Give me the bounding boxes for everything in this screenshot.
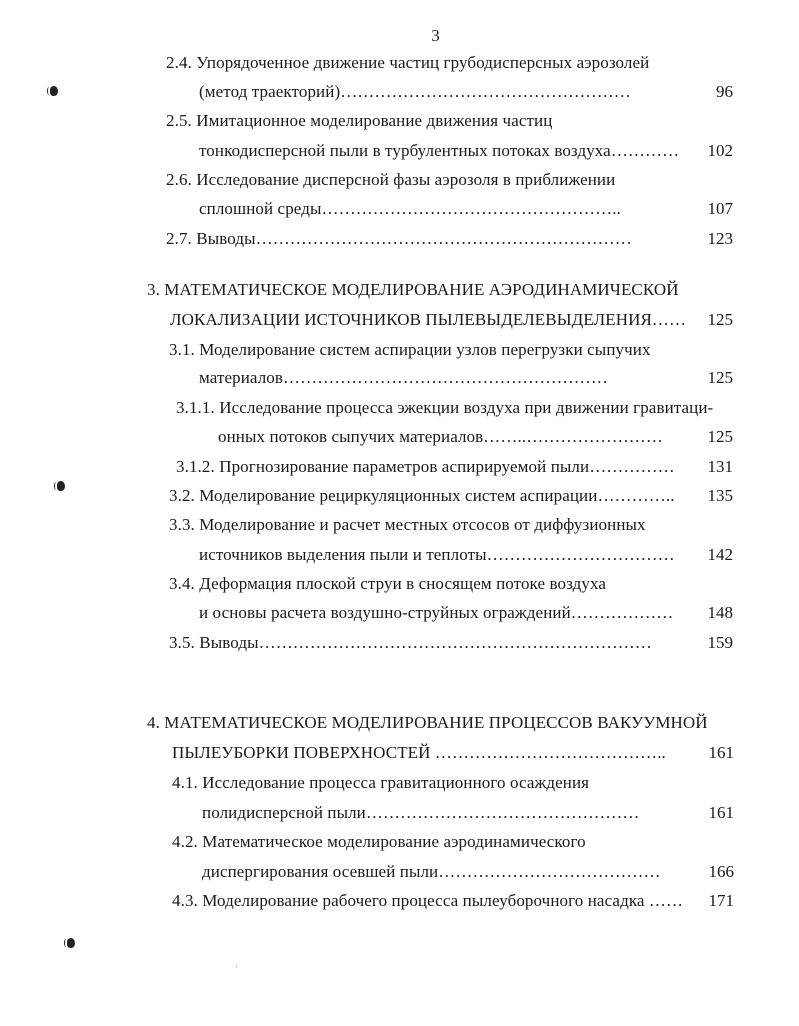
toc-entry-title-continued: источников выделения пыли и теплоты……………………………: [199, 545, 675, 564]
toc-page-number: 159: [707, 633, 733, 652]
toc-page-number: 107: [707, 199, 733, 218]
toc-page-number: 125: [707, 310, 733, 329]
toc-chapter-title-continued: ПЫЛЕУБОРКИ ПОВЕРХНОСТЕЙ …………………………………..: [172, 743, 666, 762]
toc-page-number: 166: [708, 862, 734, 881]
toc-page-number: 171: [708, 891, 734, 910]
toc-page-number: 123: [707, 229, 733, 248]
toc-entry-title-continued: диспергирования осевшей пыли…………………………………: [202, 862, 661, 881]
toc-page-number: 131: [707, 457, 733, 476]
toc-entry-title: 2.7. Выводы…………………………………………………………: [166, 229, 632, 248]
toc-chapter-title: 3. МАТЕМАТИЧЕСКОЕ МОДЕЛИРОВАНИЕ АЭРОДИНАМИЧЕСКОЙ: [147, 280, 679, 299]
toc-entry-title: 2.4. Упорядоченное движение частиц грубодисперсных аэрозолей: [166, 53, 650, 72]
toc-page-number: 125: [707, 427, 733, 446]
toc-page-number: 102: [707, 141, 733, 160]
toc-page-number: 161: [708, 743, 734, 762]
toc-entry-title: 2.6. Исследование дисперсной фазы аэрозоля в приближении: [166, 170, 616, 189]
toc-entry-title-continued: и основы расчета воздушно-струйных ограждений………………: [199, 603, 674, 622]
toc-entry-title: 3.2. Моделирование рециркуляционных систем аспирации…………..: [169, 486, 675, 505]
toc-entry-title: 3.4. Деформация плоской струи в сносящем потоке воздуха: [169, 574, 606, 593]
toc-chapter-title-continued: ЛОКАЛИЗАЦИИ ИСТОЧНИКОВ ПЫЛЕВЫДЕЛЕВЫДЕЛЕНИЯ……: [170, 310, 687, 329]
toc-page-number: 96: [716, 82, 733, 101]
toc-chapter-title: 4. МАТЕМАТИЧЕСКОЕ МОДЕЛИРОВАНИЕ ПРОЦЕССОВ ВАКУУМНОЙ: [147, 713, 708, 732]
binder-hole-mark-top: [50, 86, 58, 96]
toc-page-number: 142: [707, 545, 733, 564]
toc-entry-title: 4.2. Математическое моделирование аэродинамического: [172, 832, 586, 851]
toc-entry-title-continued: сплошной среды……………………………………………..: [199, 199, 621, 218]
toc-entry-title-continued: онных потоков сыпучих материалов……..……………………: [218, 427, 664, 446]
toc-page-number: 125: [707, 368, 733, 387]
toc-entry-title: 4.3. Моделирование рабочего процесса пылеуборочного насадка ……: [172, 891, 684, 910]
toc-entry-title: 2.5. Имитационное моделирование движения частиц: [166, 111, 553, 130]
toc-entry-title: 3.1.1. Исследование процесса эжекции воздуха при движении гравитаци-: [176, 398, 714, 417]
toc-entry-title-continued: (метод траекторий)……………………………………………: [199, 82, 631, 101]
binder-hole-mark-middle: [57, 481, 65, 491]
toc-entry-title-continued: материалов…………………………………………………: [199, 368, 608, 387]
toc-entry-title-continued: полидисперсной пыли…………………………………………: [202, 803, 640, 822]
toc-page-number: 161: [708, 803, 734, 822]
toc-entry-title: 3.1. Моделирование систем аспирации узлов перегрузки сыпучих: [169, 340, 651, 359]
page-number: 3: [431, 26, 440, 45]
toc-page-number: 135: [707, 486, 733, 505]
toc-entry-title: 3.3. Моделирование и расчет местных отсосов от диффузионных: [169, 515, 646, 534]
scan-speck: [236, 966, 237, 967]
binder-hole-mark-bottom: [67, 938, 75, 948]
toc-entry-title: 3.5. Выводы……………………………………………………………: [169, 633, 652, 652]
toc-page-number: 148: [707, 603, 733, 622]
toc-entry-title: 4.1. Исследование процесса гравитационного осаждения: [172, 773, 590, 792]
toc-entry-title: 3.1.2. Прогнозирование параметров аспирируемой пыли……………: [176, 457, 675, 476]
toc-entry-title-continued: тонкодисперсной пыли в турбулентных потоках воздуха…………: [199, 141, 680, 160]
